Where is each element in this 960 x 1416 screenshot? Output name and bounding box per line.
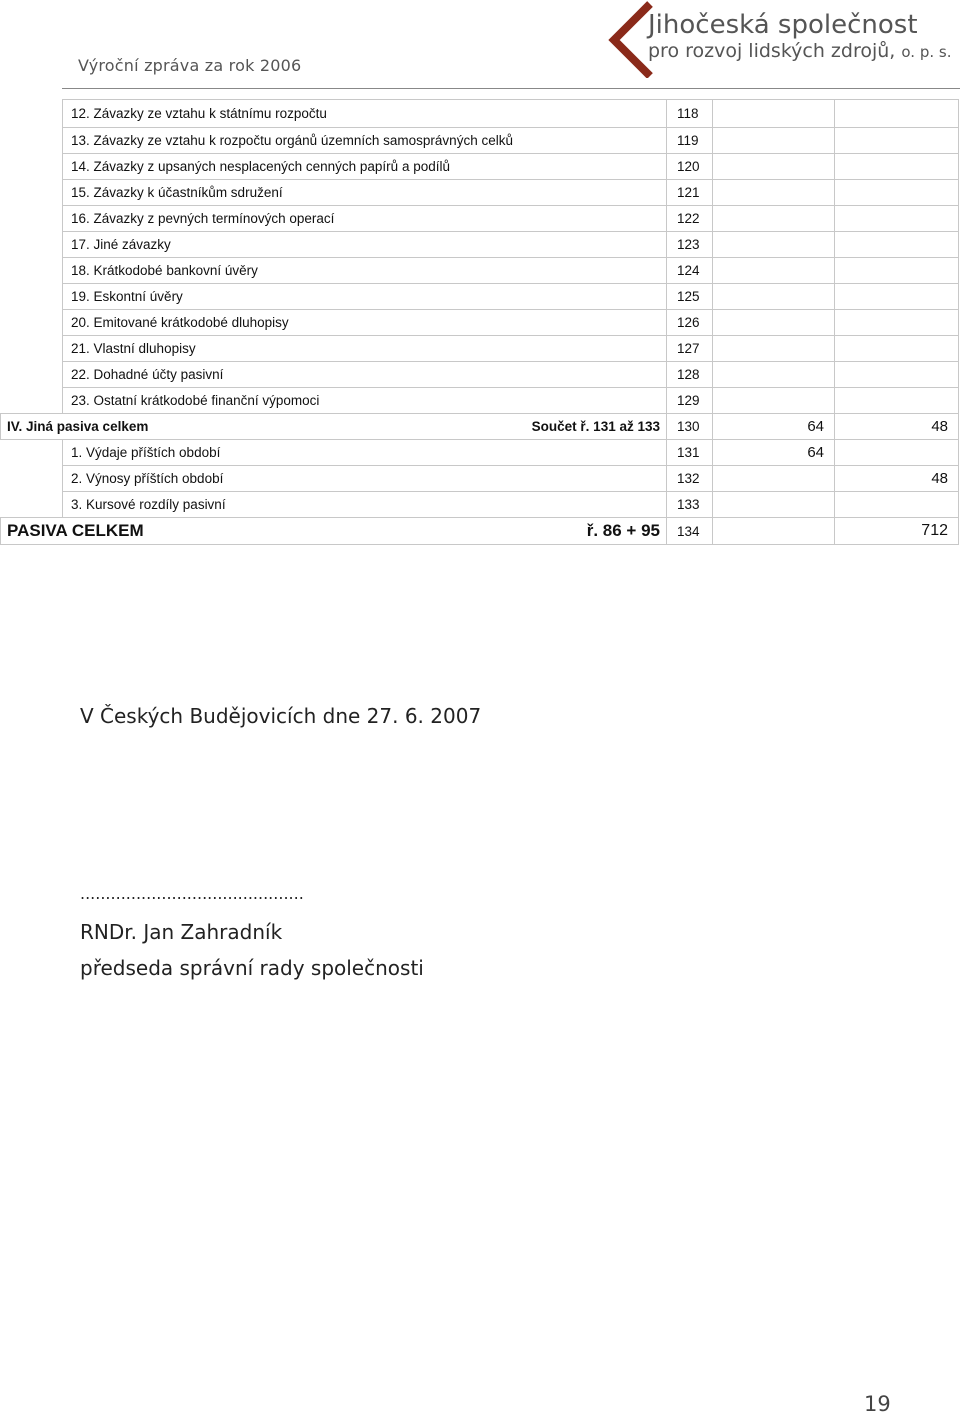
row-label: 23. Ostatní krátkodobé finanční výpomoci (63, 388, 667, 414)
organization-legal-form: o. p. s. (901, 43, 952, 61)
row-value-current (713, 310, 835, 336)
table-row (1, 180, 959, 206)
row-number: 133 (667, 492, 713, 518)
row-label: 19. Eskontní úvěry (63, 284, 667, 310)
row-value-current (713, 258, 835, 284)
row-value-previous (835, 180, 959, 206)
row-value-current (713, 336, 835, 362)
row-number: 124 (667, 258, 713, 284)
row-formula: ř. 86 + 95 (515, 518, 667, 545)
row-value-current (713, 362, 835, 388)
table-row (1, 466, 959, 492)
row-value-current (713, 100, 835, 128)
row-value-previous (835, 232, 959, 258)
row-indent (1, 336, 63, 362)
row-label: IV. Jiná pasiva celkem (1, 414, 515, 440)
row-label: 1. Výdaje příštích období (63, 440, 667, 466)
row-value-previous (835, 284, 959, 310)
row-indent (1, 154, 63, 180)
header-divider (62, 88, 960, 89)
table-row (1, 518, 959, 545)
row-indent (1, 258, 63, 284)
row-value-previous (835, 336, 959, 362)
row-value-previous (835, 492, 959, 518)
report-title: Výroční zpráva za rok 2006 (78, 56, 302, 75)
row-indent (1, 362, 63, 388)
row-value-current (713, 388, 835, 414)
table-row (1, 284, 959, 310)
row-number: 125 (667, 284, 713, 310)
page-number: 19 (864, 1392, 891, 1416)
row-indent (1, 128, 63, 154)
table-row (1, 258, 959, 284)
row-value-previous (835, 258, 959, 284)
row-value-current: 64 (713, 414, 835, 440)
row-label: 12. Závazky ze vztahu k státnímu rozpočtu (63, 100, 667, 128)
row-value-current (713, 284, 835, 310)
signature-line: ............................................ (80, 884, 304, 903)
row-number: 120 (667, 154, 713, 180)
row-value-current (713, 206, 835, 232)
row-value-current (713, 180, 835, 206)
row-number: 123 (667, 232, 713, 258)
row-number: 131 (667, 440, 713, 466)
row-number: 129 (667, 388, 713, 414)
row-indent (1, 284, 63, 310)
table-row (1, 128, 959, 154)
row-value-previous (835, 100, 959, 128)
row-number: 118 (667, 100, 713, 128)
row-value-current (713, 232, 835, 258)
row-number: 121 (667, 180, 713, 206)
row-label: 22. Dohadné účty pasivní (63, 362, 667, 388)
row-indent (1, 492, 63, 518)
place-date: V Českých Budějovicích dne 27. 6. 2007 (80, 704, 482, 728)
organization-subtitle (648, 40, 951, 62)
table-row (1, 100, 959, 128)
row-value-previous: 712 (835, 518, 959, 545)
row-indent (1, 310, 63, 336)
table-row (1, 362, 959, 388)
row-value-previous: 48 (835, 466, 959, 492)
table-row (1, 232, 959, 258)
organization-name: Jihočeská společnost (648, 10, 918, 40)
row-indent (1, 180, 63, 206)
balance-sheet-table (0, 99, 959, 545)
organization-subtitle-text: pro rozvoj lidských zdrojů, (648, 40, 896, 62)
row-value-previous (835, 310, 959, 336)
row-number: 130 (667, 414, 713, 440)
row-label: 13. Závazky ze vztahu k rozpočtu orgánů územních samosprávných celků (63, 128, 667, 154)
row-number: 128 (667, 362, 713, 388)
table-row (1, 310, 959, 336)
table-row (1, 492, 959, 518)
row-formula: Součet ř. 131 až 133 (515, 414, 667, 440)
row-value-current (713, 518, 835, 545)
row-value-previous (835, 362, 959, 388)
row-label: 3. Kursové rozdíly pasivní (63, 492, 667, 518)
row-label: PASIVA CELKEM (1, 518, 515, 545)
organization-logo-mark (606, 0, 654, 78)
row-label: 20. Emitované krátkodobé dluhopisy (63, 310, 667, 336)
row-label: 16. Závazky z pevných termínových operací (63, 206, 667, 232)
row-number: 119 (667, 128, 713, 154)
signer-role: předseda správní rady společnosti (80, 956, 424, 980)
row-label: 21. Vlastní dluhopisy (63, 336, 667, 362)
table-row (1, 440, 959, 466)
row-label: 14. Závazky z upsaných nesplacených cenných papírů a podílů (63, 154, 667, 180)
row-value-current: 64 (713, 440, 835, 466)
table-row (1, 206, 959, 232)
table-row (1, 336, 959, 362)
row-value-current (713, 154, 835, 180)
row-label: 18. Krátkodobé bankovní úvěry (63, 258, 667, 284)
row-indent (1, 206, 63, 232)
row-label: 15. Závazky k účastníkům sdružení (63, 180, 667, 206)
row-value-current (713, 466, 835, 492)
row-value-previous: 48 (835, 414, 959, 440)
row-value-current (713, 128, 835, 154)
row-number: 134 (667, 518, 713, 545)
row-value-previous (835, 388, 959, 414)
row-indent (1, 388, 63, 414)
table-row (1, 154, 959, 180)
row-label: 17. Jiné závazky (63, 232, 667, 258)
table-row (1, 414, 959, 440)
balance-sheet-body (1, 100, 959, 545)
row-indent (1, 440, 63, 466)
row-value-previous (835, 440, 959, 466)
row-number: 132 (667, 466, 713, 492)
row-value-previous (835, 154, 959, 180)
row-value-current (713, 492, 835, 518)
row-value-previous (835, 206, 959, 232)
table-row (1, 388, 959, 414)
row-indent (1, 232, 63, 258)
row-number: 127 (667, 336, 713, 362)
row-number: 122 (667, 206, 713, 232)
row-indent (1, 466, 63, 492)
row-value-previous (835, 128, 959, 154)
signer-name: RNDr. Jan Zahradník (80, 920, 283, 944)
row-indent (1, 100, 63, 128)
row-number: 126 (667, 310, 713, 336)
row-label: 2. Výnosy příštích období (63, 466, 667, 492)
